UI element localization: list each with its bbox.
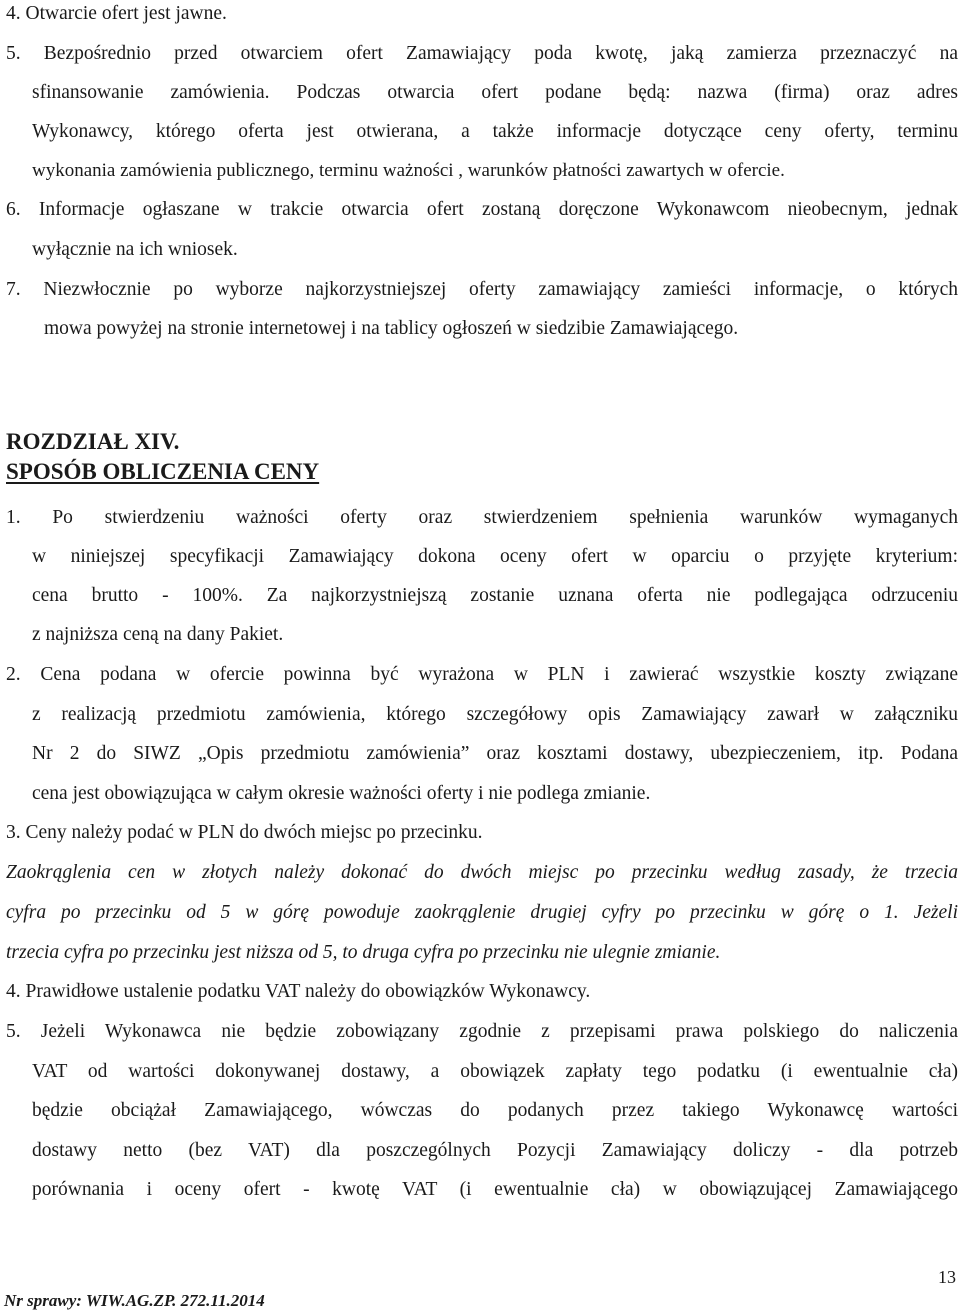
text-line: Nr 2 do SIWZ „Opis przedmiotu zamówienia” oraz kosztami dostawy, ubezpieczeniem, itp. Podana <box>32 743 958 764</box>
text-line: cena brutto - 100%. Za najkorzystniejszą zostanie uznana oferta nie podlegająca odrzuceniu <box>32 585 958 606</box>
text-line: cena jest obowiązująca w całym okresie ważności oferty i nie podlega zmianie. <box>32 783 651 804</box>
text-line: Wykonawcy, którego oferta jest otwierana, a także informacje dotyczące ceny oferty, terminu <box>32 121 958 142</box>
text-line: mowa powyżej na stronie internetowej i na tablicy ogłoszeń w siedzibie Zamawiającego. <box>44 318 739 339</box>
text-line: porównania i oceny ofert - kwotę VAT (i ewentualnie cła) w obowiązującej Zamawiającego <box>32 1179 958 1200</box>
text-line: wyłącznie na ich wniosek. <box>32 239 238 260</box>
text-line: 3. Ceny należy podać w PLN do dwóch miejsc po przecinku. <box>6 822 483 843</box>
text-line: 7. Niezwłocznie po wyborze najkorzystniejszej oferty zamawiający zamieści informacje, o których <box>6 279 958 300</box>
text-line: 1. Po stwierdzeniu ważności oferty oraz stwierdzeniem spełnienia warunków wymaganych <box>6 507 958 528</box>
text-line: 4. Otwarcie ofert jest jawne. <box>6 3 227 24</box>
page-number: 13 <box>938 1267 956 1287</box>
text-line: VAT od wartości dokonywanej dostawy, a obowiązek zapłaty tego podatku (i ewentualnie cła) <box>32 1061 958 1082</box>
text-line: trzecia cyfra po przecinku jest niższa od 5, to druga cyfra po przecinku nie ulegnie zmianie. <box>6 942 721 963</box>
text-line: 5. Bezpośrednio przed otwarciem ofert Zamawiający poda kwotę, jaką zamierza przeznaczyć na <box>6 43 958 64</box>
text-line: w niniejszej specyfikacji Zamawiający dokona oceny ofert w oparciu o przyjęte kryterium: <box>32 546 958 567</box>
text-line: cyfra po przecinku od 5 w górę powoduje zaokrąglenie drugiej cyfry po przecinku w górę o 1. Jeżeli <box>6 902 958 923</box>
text-line: 2. Cena podana w ofercie powinna być wyrażona w PLN i zawierać wszystkie koszty związane <box>6 664 958 685</box>
text-line: z realizacją przedmiotu zamówienia, którego szczegółowy opis Zamawiający zawarł w załączniku <box>32 704 958 725</box>
text-line: wykonania zamówienia publicznego, terminu ważności , warunków płatności zawartych w ofercie. <box>32 160 785 181</box>
text-line: 4. Prawidłowe ustalenie podatku VAT należy do obowiązków Wykonawcy. <box>6 981 591 1002</box>
text-line: Zaokrąglenia cen w złotych należy dokonać do dwóch miejsc po przecinku według zasady, że trzecia <box>6 862 958 883</box>
text-line: będzie obciążał Zamawiającego, wówczas do podanych przez takiego Wykonawcę wartości <box>32 1100 958 1121</box>
text-line: 6. Informacje ogłaszane w trakcie otwarcia ofert zostaną doręczone Wykonawcom nieobecnym, jednak <box>6 199 958 220</box>
chapter-number: ROZDZIAŁ XIV. <box>6 429 180 454</box>
text-line: 5. Jeżeli Wykonawca nie będzie zobowiązany zgodnie z przepisami prawa polskiego do naliczenia <box>6 1021 958 1042</box>
footer-case-number: Nr sprawy: WIW.AG.ZP. 272.11.2014 <box>4 1291 265 1310</box>
text-line: sfinansowanie zamówienia. Podczas otwarcia ofert podane będą: nazwa (firma) oraz adres <box>32 82 958 103</box>
chapter-title: SPOSÓB OBLICZENIA CENY <box>6 459 320 484</box>
text-line: z najniższa ceną na dany Pakiet. <box>32 624 284 645</box>
text-line: dostawy netto (bez VAT) dla poszczególnych Pozycji Zamawiający doliczy - dla potrzeb <box>32 1140 958 1161</box>
